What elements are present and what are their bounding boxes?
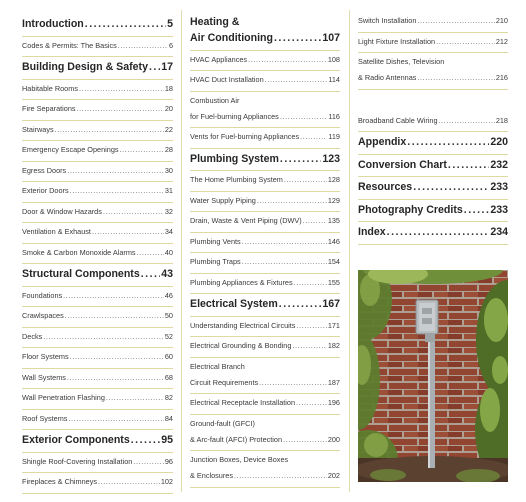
entry-title: Decks [22,331,43,341]
entry-divider [22,243,173,244]
toc-entry [190,378,340,387]
dot-leader [133,457,164,466]
entry-divider [190,450,340,451]
entry-title: Switch Installation [358,16,417,25]
page-number: 234 [490,226,508,238]
entry-divider [190,293,340,294]
entry-divider [22,99,173,100]
toc-entry [22,332,173,341]
dot-leader [55,125,164,134]
entry-title: Electrical Receptacle Installation [190,398,296,407]
entry-divider [22,222,173,223]
entry-divider [358,154,508,155]
dot-leader [92,227,164,236]
entry-divider [190,273,340,274]
section-heading [22,18,173,30]
section-heading [358,204,508,216]
entry-title: The Home Plumbing System [190,175,283,184]
section-heading [190,32,340,44]
page-number: 50 [164,311,173,320]
dot-leader [149,61,160,73]
page-number: 232 [490,158,508,171]
entry-title: Stairways [22,124,54,134]
dot-leader [70,186,164,195]
entry-divider [190,170,340,171]
column-divider [181,10,182,492]
toc-entry [22,166,173,175]
dot-leader [280,153,321,165]
entry-title: Electrical System [190,298,278,310]
entry-divider [190,357,340,358]
page-number: 46 [164,290,173,300]
page-number: 216 [495,73,508,82]
toc-entry [358,116,508,125]
entry-divider [358,52,508,53]
section-heading [358,136,508,148]
toc-entry [22,186,173,195]
dot-leader [417,73,494,82]
dot-leader [439,116,495,125]
page-number: 114 [328,75,340,84]
entry-divider [358,221,508,222]
page-number: 171 [327,320,340,330]
toc-entry [190,321,340,330]
toc-entry [22,104,173,113]
entry-divider [358,199,508,200]
entry-title: Emergency Escape Openings [22,145,119,154]
page-number: 18 [164,83,173,93]
entry-title: Wall Penetration Flashing [22,393,105,402]
entry-divider [22,181,173,182]
entry-title: Wall Systems [22,372,66,382]
entry-title: & Radio Antennas [358,73,417,82]
toc-entry [190,132,340,141]
dot-leader [259,378,327,387]
entry-title: Index [358,226,386,238]
dot-leader [413,181,489,193]
entry-title: Fire Separations [22,104,76,113]
page-number: 108 [327,54,340,64]
page-number: 40 [164,247,173,257]
page-number: 28 [164,145,173,154]
toc-entry-line [190,96,340,105]
entry-divider [22,347,173,348]
entry-divider [22,452,173,453]
entry-title: Roof Systems [22,413,68,423]
page-number: 95 [161,434,173,446]
page-number: 5 [167,18,173,30]
section-heading [22,434,173,446]
entry-title: Light Fixture Installation [358,36,436,46]
dot-leader [70,352,164,361]
dot-leader [280,112,328,121]
toc-entry [22,457,173,466]
entry-title: Exterior Components [22,434,130,446]
dot-leader [292,341,326,350]
entry-title: Door & Window Hazards [22,206,102,216]
section-heading [358,226,508,238]
entry-title: Exterior Doors [22,186,69,195]
entry-title: Air Conditioning [190,32,273,44]
page-number: 82 [164,393,173,402]
dot-leader [464,204,490,216]
dot-leader [131,434,160,446]
entry-divider [22,286,173,287]
toc-entry [358,37,508,46]
page-number: 22 [164,124,173,134]
section-heading [358,181,508,193]
page-number: 84 [164,413,173,423]
dot-leader [248,55,327,64]
page-number: 20 [164,104,173,113]
page-number: 107 [322,32,340,44]
page-number: 202 [327,471,340,480]
toc-entry [190,471,340,480]
dot-leader [242,257,327,266]
entry-divider [190,50,340,51]
dot-leader [77,104,164,113]
entry-divider [22,493,173,494]
toc-entry [190,435,340,444]
entry-divider [358,32,508,33]
dot-leader [120,145,164,154]
page-number: 154 [327,257,340,266]
page-number: 116 [328,111,340,121]
page-number: 32 [164,206,173,216]
entry-title: Heating & [190,16,240,28]
entry-title: for Fuel-burning Appliances [190,111,279,121]
entry-divider [190,191,340,192]
dot-leader [300,132,327,141]
entry-title: Plumbing Appliances & Fixtures [190,277,293,287]
entry-title: Drain, Waste & Vent Piping (DWV) [190,216,302,225]
dot-leader [296,321,326,330]
entry-title: Introduction [22,18,84,30]
page-number: 43 [161,268,173,280]
dot-leader [68,414,163,423]
page-number: 187 [327,377,340,387]
toc-entry [22,207,173,216]
toc-entry [22,311,173,320]
entry-title: Vents for Fuel-burning Appliances [190,132,300,141]
entry-title: Floor Systems [22,352,69,361]
dot-leader [242,237,327,246]
toc-entry [22,84,173,93]
page-number: 6 [168,40,173,50]
toc-entry [22,291,173,300]
page-number: 212 [495,36,508,46]
entry-divider [190,232,340,233]
page-number: 17 [161,61,173,73]
page-number: 68 [164,372,173,382]
entry-divider [358,244,508,245]
entry-divider [190,414,340,415]
section-heading [22,61,173,73]
page-number: 96 [164,456,173,466]
entry-title: Fireplaces & Chimneys [22,477,98,486]
toc-entry [358,73,508,82]
entry-title: Circuit Requirements [190,377,259,387]
entry-title: Ventilation & Exhaust [22,227,91,236]
entry-divider [22,202,173,203]
toc-entry-line [358,57,508,66]
entry-title: Electrical Grounding & Bonding [190,341,292,350]
entry-divider [358,176,508,177]
entry-title: Appendix [358,136,407,148]
toc-entry [22,393,173,402]
entry-divider [22,409,173,410]
section-heading [358,159,508,171]
entry-title: Egress Doors [22,165,67,175]
dot-leader [283,435,327,444]
dot-leader [141,268,160,280]
toc-entry [190,237,340,246]
section-heading [190,153,340,165]
dot-leader [234,471,327,480]
dot-leader [303,216,327,225]
entry-divider [22,161,173,162]
toc-entry [22,477,173,486]
toc-entry [22,125,173,134]
toc-entry [190,398,340,407]
dot-leader [98,477,160,486]
entry-title: Photography Credits [358,203,463,216]
dot-leader [294,278,327,287]
toc-entry [190,112,340,121]
toc-entry [22,41,173,50]
page-number: 123 [322,152,340,165]
entry-divider [358,89,508,90]
entry-divider [22,429,173,430]
entry-title: Foundations [22,290,63,300]
entry-divider [190,252,340,253]
entry-divider [190,127,340,128]
entry-divider [22,327,173,328]
entry-divider [190,316,340,317]
dot-leader [279,298,322,310]
toc-entry [190,196,340,205]
entry-title: Water Supply Piping [190,195,256,205]
page-number: 129 [327,195,340,205]
entry-title: Understanding Electrical Circuits [190,320,296,330]
page-number: 233 [490,181,508,193]
entry-title: & Arc-fault (AFCI) Protection [190,434,283,444]
entry-title: Plumbing Traps [190,257,241,266]
page-number: 167 [322,298,340,310]
page-number: 155 [327,277,340,287]
page-number: 60 [164,352,173,361]
entry-divider [190,148,340,149]
dot-leader [67,166,164,175]
photo-electrical-outlet-on-brick-wall [358,270,508,482]
entry-divider [22,263,173,264]
toc-entry-line [190,419,340,428]
entry-divider [190,487,340,488]
entry-divider [22,368,173,369]
entry-divider [22,472,173,473]
dot-leader [63,291,164,300]
dot-leader [103,207,164,216]
toc-entry [190,257,340,266]
page-number: 218 [495,115,508,125]
dot-leader [118,41,168,50]
dot-leader [43,332,164,341]
page-number: 135 [327,216,340,225]
toc-entry [190,278,340,287]
entry-title: Crawlspaces [22,311,64,320]
entry-title: Smoke & Carbon Monoxide Alarms [22,247,136,257]
entry-title: Ground-fault (GFCI) [190,418,255,428]
dot-leader [387,226,490,238]
page-number: 210 [495,16,508,25]
entry-divider [22,36,173,37]
toc-entry-line [190,362,340,371]
entry-divider [22,140,173,141]
dot-leader [284,175,327,184]
entry-title: Shingle Roof-Covering Installation [22,456,133,466]
dot-leader [407,136,489,148]
dot-leader [85,18,166,30]
toc-entry [190,75,340,84]
dot-leader [274,32,321,44]
entry-title: Junction Boxes, Device Boxes [190,455,289,464]
section-heading [190,298,340,310]
entry-title: Combustion Air [190,95,240,105]
toc-entry-line [190,455,340,464]
page-number: 182 [327,341,340,350]
entry-title: Resources [358,181,413,193]
entry-divider [190,393,340,394]
page-number: 102 [160,477,173,486]
page-number: 128 [327,175,340,184]
entry-title: Plumbing Vents [190,236,241,246]
toc-entry [22,352,173,361]
page-number: 233 [490,203,508,216]
page-number: 200 [327,434,340,444]
entry-divider [22,388,173,389]
entry-title: Codes & Permits: The Basics [22,40,117,50]
page-number: 34 [164,227,173,236]
toc-entry [22,414,173,423]
dot-leader [106,393,164,402]
dot-leader [436,37,495,46]
entry-title: Habitable Rooms [22,83,78,93]
dot-leader [448,159,489,171]
toc-entry [22,227,173,236]
page-number: 146 [327,236,340,246]
page-number: 30 [164,165,173,175]
entry-divider [190,336,340,337]
dot-leader [417,16,494,25]
toc-entry [190,175,340,184]
entry-title: Electrical Branch [190,361,245,371]
toc-entry [358,16,508,25]
dot-leader [265,75,328,84]
page-number: 196 [327,398,340,407]
entry-title: Satellite Dishes, Television [358,57,445,66]
entry-divider [22,56,173,57]
entry-divider [22,120,173,121]
page-number: 220 [490,136,508,148]
entry-divider [190,211,340,212]
page-number: 31 [164,186,173,195]
column-divider [349,10,350,492]
dot-leader [79,84,164,93]
entry-title: Broadband Cable Wiring [358,115,438,125]
toc-entry [190,216,340,225]
entry-divider [22,306,173,307]
dot-leader [137,248,164,257]
entry-title: Building Design & Safety [22,61,148,73]
dot-leader [65,311,164,320]
toc-entry [22,373,173,382]
entry-title: Plumbing System [190,152,279,165]
toc-entry [22,145,173,154]
dot-leader [296,398,327,407]
entry-title: Structural Components [22,268,140,280]
entry-divider [190,91,340,92]
page-number: 52 [164,331,173,341]
toc-entry [190,341,340,350]
entry-title: Conversion Chart [358,158,447,171]
dot-leader [257,196,327,205]
entry-title: HVAC Duct Installation [190,75,264,84]
entry-title: & Enclosures [190,471,233,480]
entry-divider [358,131,508,132]
entry-divider [190,70,340,71]
entry-title: HVAC Appliances [190,54,248,64]
section-heading-line [190,16,340,28]
entry-divider [22,79,173,80]
dot-leader [67,373,164,382]
toc-entry [190,55,340,64]
toc-entry [22,248,173,257]
page-number: 119 [328,132,340,141]
section-heading [22,268,173,280]
